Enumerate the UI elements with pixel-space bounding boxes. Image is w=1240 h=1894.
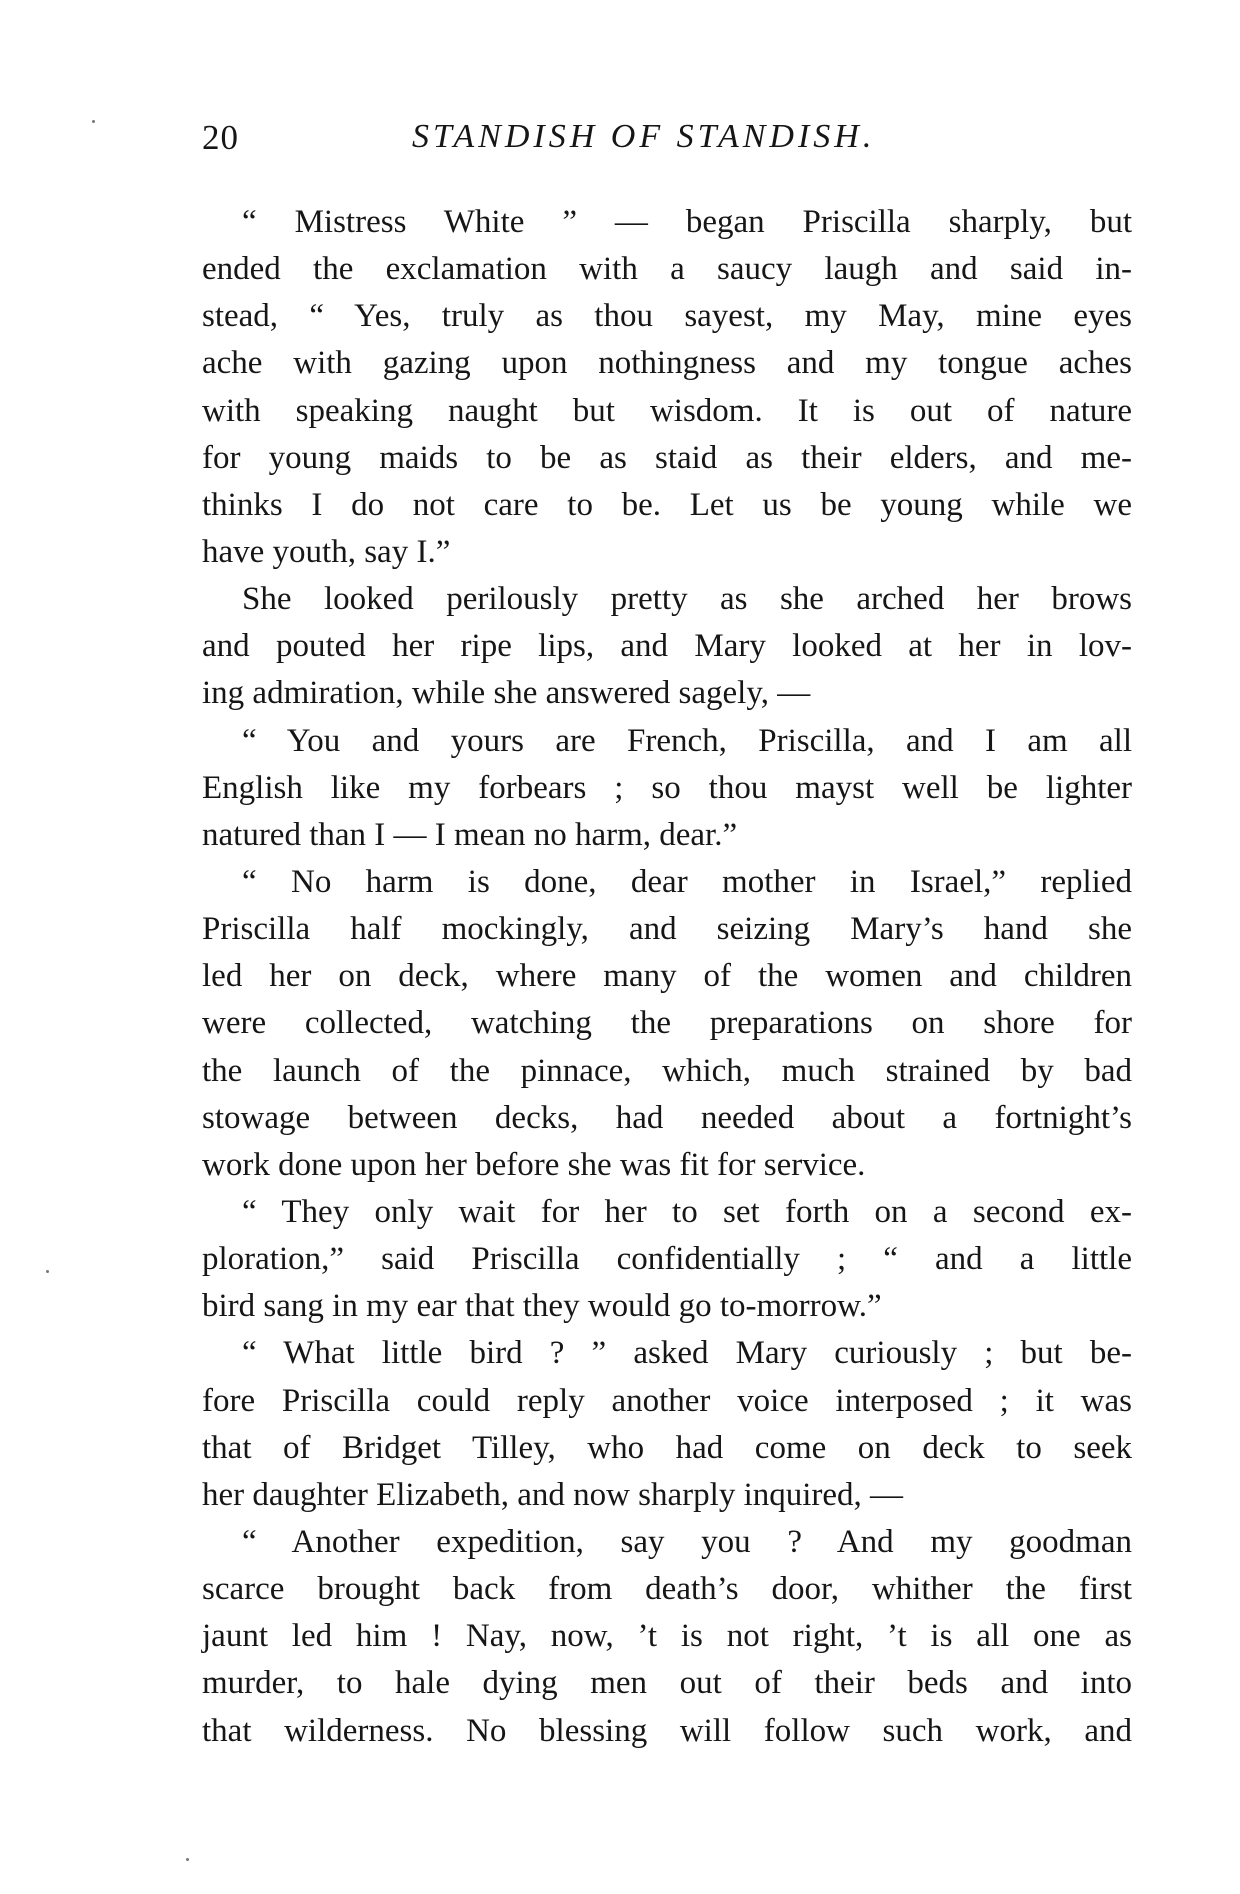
text-line: the launch of the pinnace, which, much strained by bad	[202, 1052, 1132, 1089]
text-line: murder, to hale dying men out of their beds and into	[202, 1665, 1132, 1702]
body-text	[202, 199, 1132, 1755]
text-line: stowage between decks, had needed about a fortnight’s	[202, 1099, 1132, 1136]
text-line: English like my forbears ; so thou mayst well be lighter	[202, 769, 1132, 806]
text-line: ache with gazing upon nothingness and my tongue aches	[202, 345, 1132, 382]
text-line: for young maids to be as staid as their elders, and me-	[202, 439, 1132, 476]
text-line: work done upon her before she was fit for service.	[202, 1146, 866, 1183]
text-line: “ Another expedition, say you ? And my goodman	[242, 1523, 1132, 1560]
text-line: thinks I do not care to be. Let us be young while we	[202, 486, 1132, 523]
text-line: bird sang in my ear that they would go to-morrow.”	[202, 1288, 882, 1325]
text-line: ended the exclamation with a saucy laugh and said in-	[202, 251, 1132, 288]
paper-speck	[186, 1858, 189, 1861]
text-line: “ Mistress White ” — began Priscilla sharply, but	[242, 204, 1132, 240]
text-line: “ You and yours are French, Priscilla, and I am all	[242, 722, 1132, 759]
text-line: stead, “ Yes, truly as thou sayest, my May, mine eyes	[202, 298, 1132, 335]
page-number: 20	[202, 118, 239, 157]
text-line: have youth, say I.”	[202, 533, 451, 570]
text-line: jaunt led him ! Nay, now, ’t is not right, ’t is all one as	[202, 1618, 1132, 1655]
paper-speck	[92, 120, 95, 123]
text-line: She looked perilously pretty as she arched her brows	[242, 581, 1132, 618]
text-line: Priscilla half mockingly, and seizing Mary’s hand she	[202, 911, 1132, 948]
text-line: led her on deck, where many of the women and children	[202, 958, 1132, 995]
paper-speck	[46, 1270, 49, 1273]
text-line: her daughter Elizabeth, and now sharply inquired, —	[202, 1476, 904, 1513]
text-line: were collected, watching the preparations on shore for	[202, 1005, 1132, 1042]
page-header	[202, 118, 1132, 168]
running-head: STANDISH OF STANDISH.	[412, 118, 876, 155]
text-line: fore Priscilla could reply another voice interposed ; it was	[202, 1382, 1132, 1419]
text-line: ploration,” said Priscilla confidentially ; “ and a little	[202, 1241, 1132, 1278]
text-line: “ What little bird ? ” asked Mary curiously ; but be-	[242, 1335, 1132, 1372]
text-line: that wilderness. No blessing will follow such work, and	[202, 1712, 1132, 1749]
text-line: natured than I — I mean no harm, dear.”	[202, 816, 738, 853]
text-line: “ They only wait for her to set forth on a second ex-	[242, 1193, 1132, 1230]
text-line: scarce brought back from death’s door, whither the first	[202, 1571, 1132, 1608]
text-line: with speaking naught but wisdom. It is out of nature	[202, 392, 1132, 429]
text-line: “ No harm is done, dear mother in Israel,” replied	[242, 863, 1132, 900]
text-line: that of Bridget Tilley, who had come on deck to seek	[202, 1429, 1132, 1466]
text-line: and pouted her ripe lips, and Mary looked at her in lov-	[202, 628, 1132, 665]
text-line: ing admiration, while she answered sagely, —	[202, 675, 811, 712]
